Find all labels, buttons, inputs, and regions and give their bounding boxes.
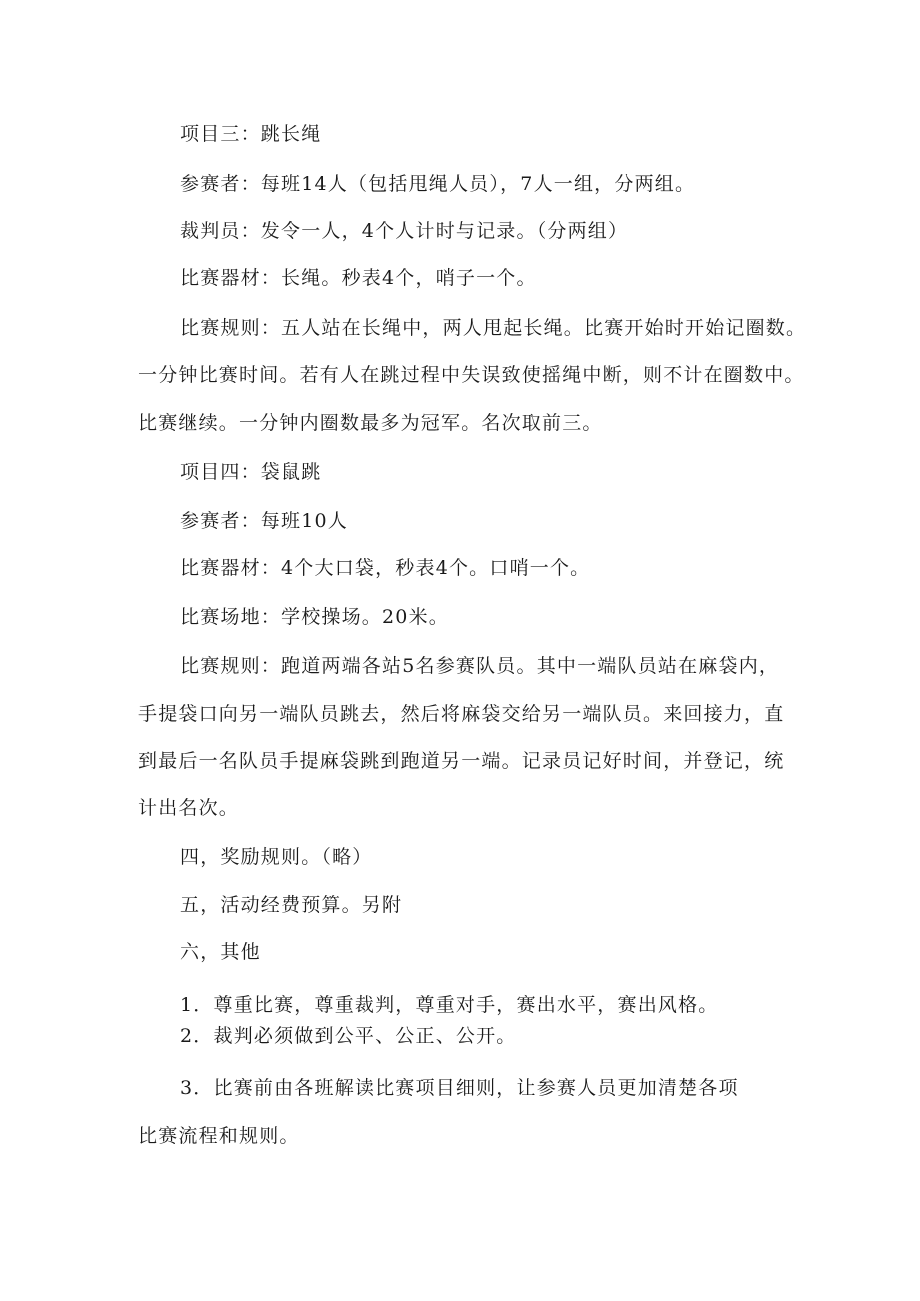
section5-heading: 五，活动经费预算。另附 (180, 894, 403, 916)
item4-rules-line-2: 手提袋口向另一端队员跳去，然后将麻袋交给另一端队员。来回接力，直 (138, 703, 785, 725)
item4-participants: 参赛者：每班10人 (180, 510, 348, 532)
section6-point-3-line-2: 比赛流程和规则。 (138, 1125, 300, 1147)
item3-equipment: 比赛器材：长绳。秒表4个，哨子一个。 (180, 267, 537, 289)
item4-title: 项目四：袋鼠跳 (180, 461, 322, 483)
section6-point-3-line-1: 3．比赛前由各班解读比赛项目细则，让参赛人员更加清楚各项 (180, 1077, 739, 1099)
item4-rules-line-3: 到最后一名队员手提麻袋跳到跑道另一端。记录员记好时间，并登记，统 (138, 750, 785, 772)
item4-venue: 比赛场地：学校操场。20米。 (180, 606, 449, 628)
item4-rules-line-4: 计出名次。 (138, 797, 240, 819)
item3-rules-line-1: 比赛规则：五人站在长绳中，两人甩起长绳。比赛开始时开始记圈数。 (180, 317, 807, 339)
item3-rules-line-2: 一分钟比赛时间。若有人在跳过程中失误致使摇绳中断，则不计在圈数中。 (138, 364, 805, 386)
item3-participants: 参赛者：每班14人（包括甩绳人员），7人一组，分两组。 (180, 173, 696, 195)
section6-heading: 六，其他 (180, 941, 261, 963)
item3-rules-line-3: 比赛继续。一分钟内圈数最多为冠军。名次取前三。 (138, 412, 603, 434)
item3-referees: 裁判员：发令一人，4个人计时与记录。（分两组） (180, 220, 629, 242)
item4-rules-line-1: 比赛规则：跑道两端各站5名参赛队员。其中一端队员站在麻袋内， (180, 655, 780, 677)
section4-heading: 四，奖励规则。（略） (180, 846, 373, 868)
section6-point-1: 1．尊重比赛，尊重裁判，尊重对手，赛出水平，赛出风格。 (180, 994, 719, 1016)
item3-title: 项目三：跳长绳 (180, 123, 322, 145)
section6-point-2: 2．裁判必须做到公平、公正、公开。 (180, 1025, 517, 1047)
item4-equipment: 比赛器材：4个大口袋，秒表4个。口哨一个。 (180, 557, 591, 579)
